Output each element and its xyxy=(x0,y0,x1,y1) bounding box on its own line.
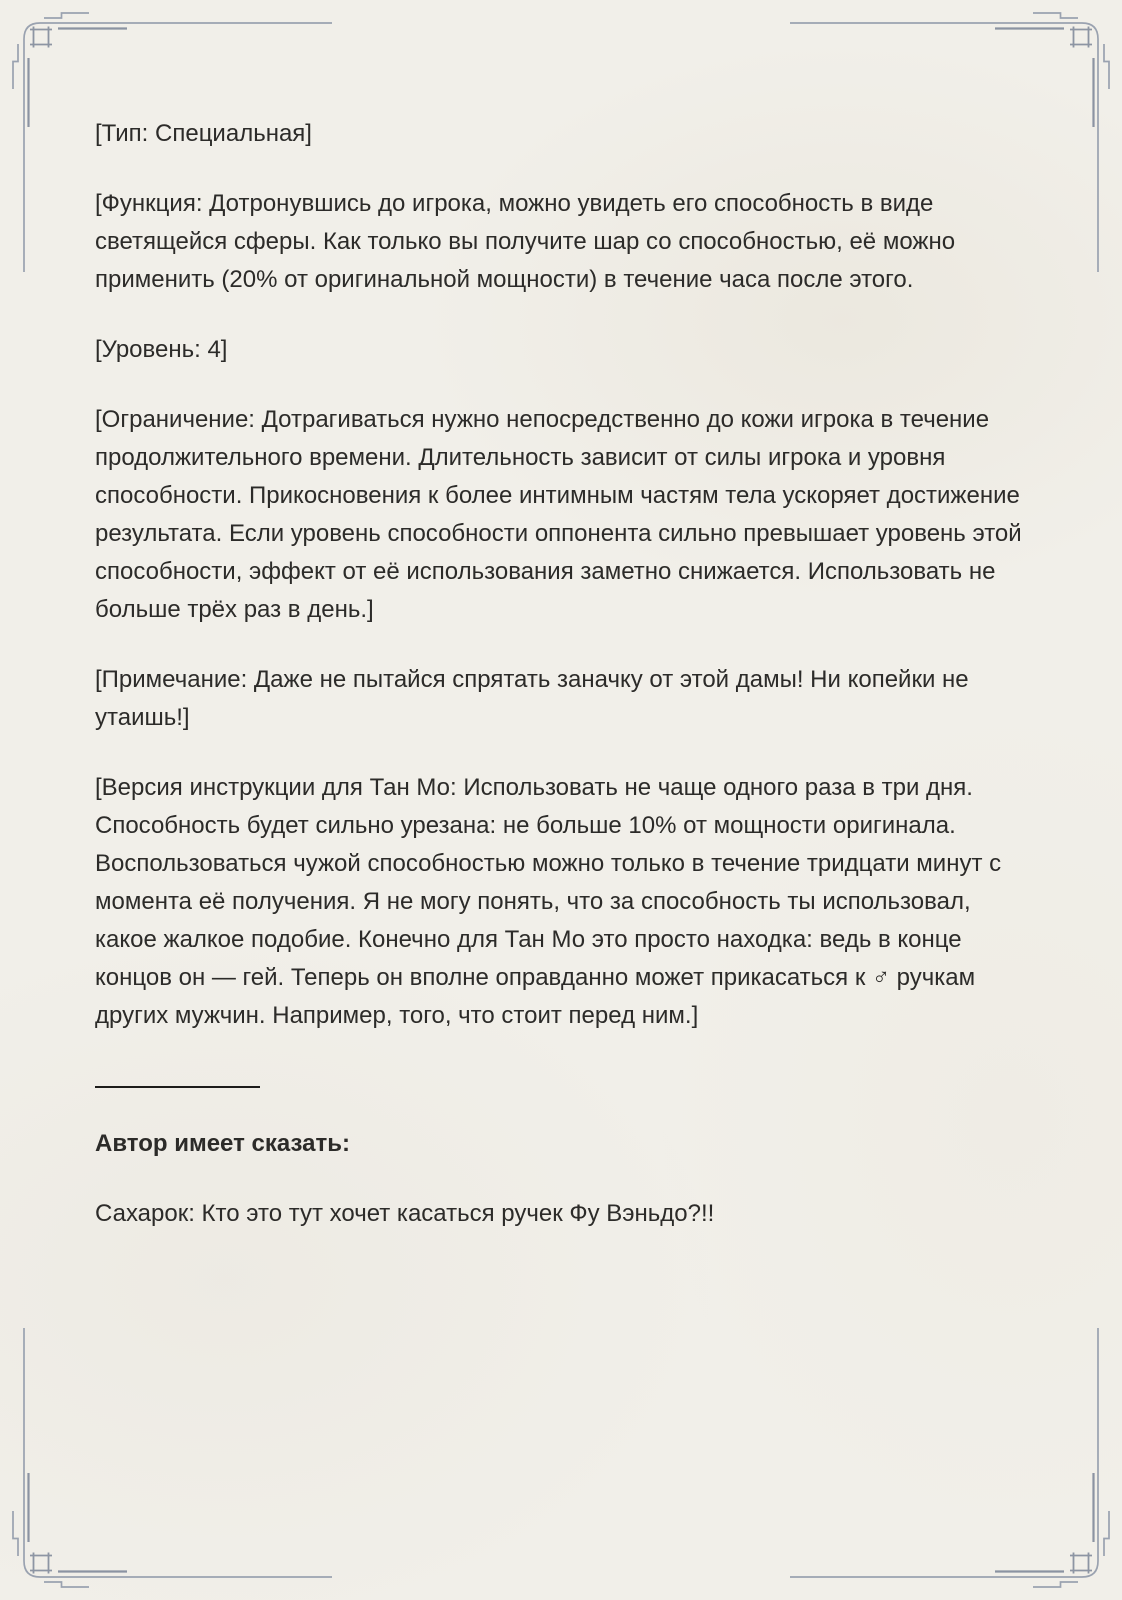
author-comment-line: Сахарок: Кто это тут хочет касаться ручек Фу Вэньдо?!! xyxy=(95,1200,715,1227)
ability-level-line: [Уровень: 4] xyxy=(95,336,228,363)
ability-restriction-paragraph: [Ограничение: Дотрагиваться нужно непосредственно до кожи игрока в течение продолжительного времени. Длительность зависит от силы игрока и уровня способности. Прикосновения к более интимным частям тела ускоряет достижение результата. Если уровень способности оппонента сильно превышает уровень этой способности, эффект от её использования заметно снижается. Использовать не больше трёх раз в день.] xyxy=(95,406,1022,623)
ability-tanmo-version-paragraph: [Версия инструкции для Тан Мо: Использовать не чаще одного раза в три дня. Способность будет сильно урезана: не больше 10% от мощности оригинала. Воспользоваться чужой способностью можно только в течение тридцати минут с момента её получения. Я не могу понять, что за способность ты использовал, какое жалкое подобие. Конечно для Тан Мо это просто находка: ведь в конце концов он — гей. Теперь он вполне оправданно может прикасаться к ♂ ручкам других мужчин. Например, того, что стоит перед ним.] xyxy=(95,774,1002,1029)
ability-type-line: [Тип: Специальная] xyxy=(95,120,312,147)
section-divider xyxy=(95,1086,260,1088)
ability-function-paragraph: [Функция: Дотронувшись до игрока, можно увидеть его способность в виде светящейся сферы. Как только вы получите шар со способностью, её можно применить (20% от оригинальной мощности) в течение часа после этого. xyxy=(95,190,956,293)
corner-ornament-bottom-right-icon xyxy=(782,1320,1122,1600)
ability-note-paragraph: [Примечание: Даже не пытайся спрятать заначку от этой дамы! Ни копейки не утаишь!] xyxy=(95,666,969,731)
corner-ornament-bottom-left-icon xyxy=(0,1320,340,1600)
chapter-text-block xyxy=(95,115,1030,1265)
author-note-heading: Автор имеет сказать: xyxy=(95,1130,350,1157)
